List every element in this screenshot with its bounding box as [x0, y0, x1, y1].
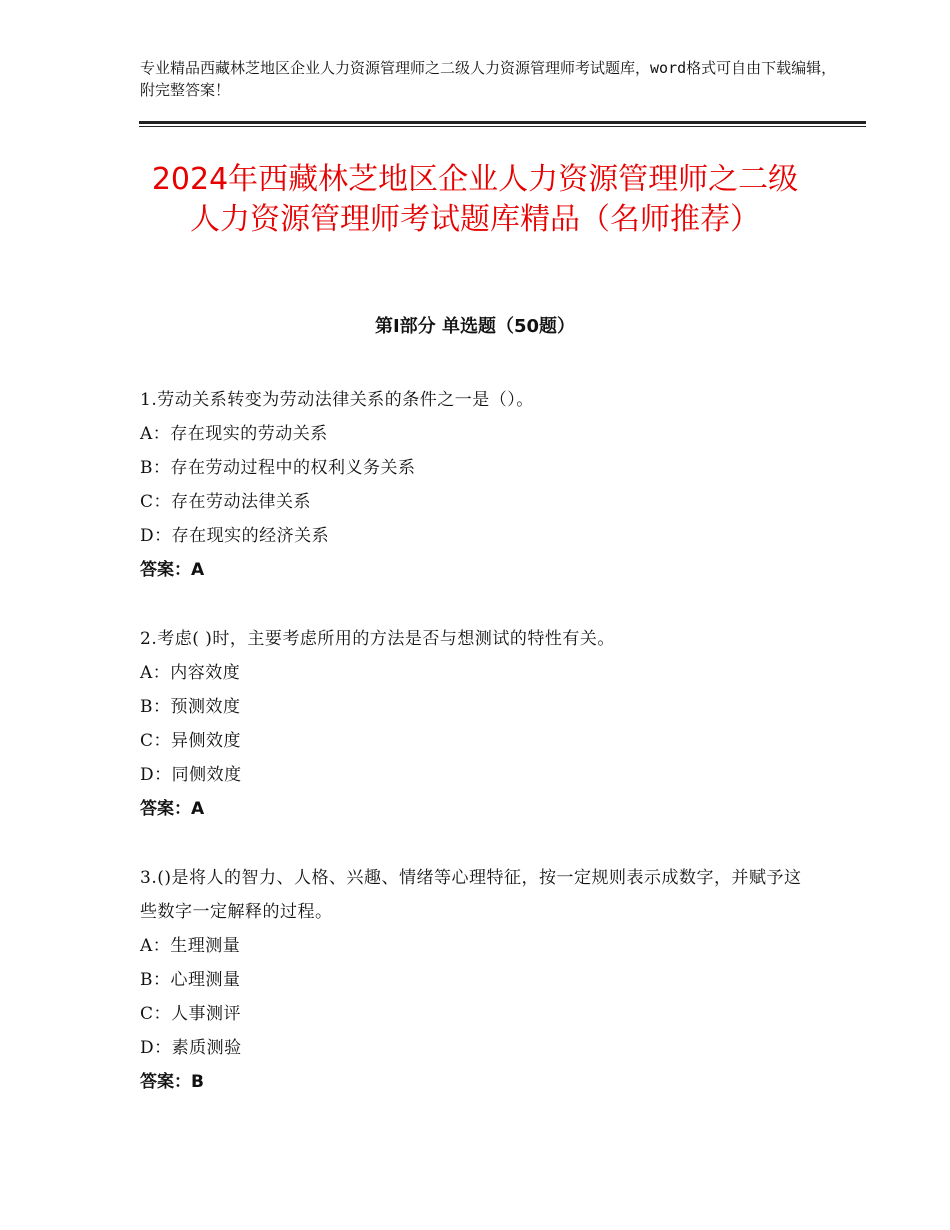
header-note: 专业精品西藏林芝地区企业人力资源管理师之二级人力资源管理师考试题库，word格式可自由下载编辑，附完整答案！ — [140, 59, 837, 99]
header-divider-thick — [139, 121, 866, 124]
answer: 答案：A — [140, 799, 205, 819]
question-stem: 1.劳动关系转变为劳动法律关系的条件之一是（）。 — [140, 390, 534, 410]
option-a: A：内容效度 — [140, 663, 241, 683]
answer: 答案：A — [140, 560, 205, 580]
option-d: D：素质测验 — [140, 1038, 242, 1058]
document-title: 2024年西藏林芝地区企业人力资源管理师之二级人力资源管理师考试题库精品（名师推荐） — [151, 162, 799, 237]
option-b: B：心理测量 — [140, 970, 241, 990]
answer: 答案：B — [140, 1072, 204, 1092]
option-c: C：人事测评 — [140, 1004, 242, 1024]
option-d: D：存在现实的经济关系 — [140, 526, 330, 546]
section-title: 第Ⅰ部分 单选题（50题） — [374, 316, 575, 337]
question-stem: 2.考虑( )时，主要考虑所用的方法是否与想测试的特性有关。 — [140, 629, 615, 649]
question-1 — [140, 383, 810, 587]
question-stem: 3.()是将人的智力、人格、兴趣、情绪等心理特征，按一定规则表示成数字，并赋予这些数字一定解释的过程。 — [140, 868, 802, 922]
option-b: B：存在劳动过程中的权利义务关系 — [140, 458, 416, 478]
question-list — [140, 383, 810, 1134]
option-c: C：异侧效度 — [140, 731, 242, 751]
question-2 — [140, 622, 810, 826]
question-3 — [140, 861, 810, 1099]
option-a: A：存在现实的劳动关系 — [140, 424, 328, 444]
option-a: A：生理测量 — [140, 936, 241, 956]
option-d: D：同侧效度 — [140, 765, 242, 785]
option-b: B：预测效度 — [140, 697, 241, 717]
header-divider-thin — [139, 126, 866, 127]
option-c: C：存在劳动法律关系 — [140, 492, 312, 512]
